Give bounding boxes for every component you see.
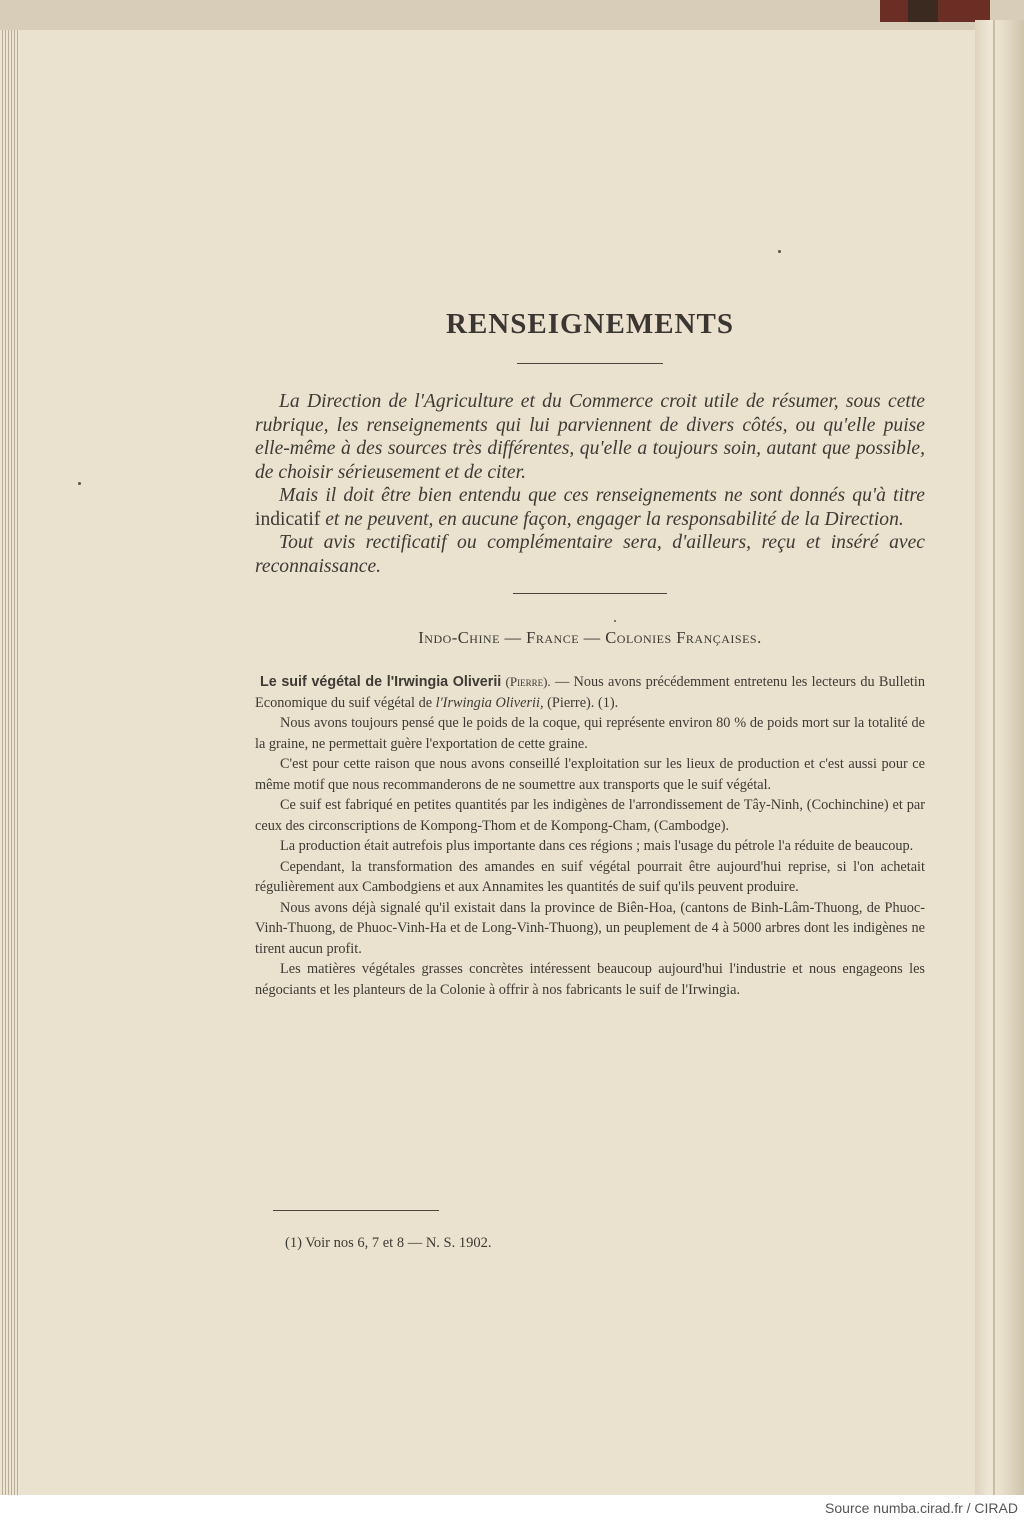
article-paragraph: Nous avons toujours pensé que le poids de la coque, qui représente environ 80 % de poids mort sur la totalité de la graine, ne permettait guère l'exportation de cette graine. bbox=[255, 715, 925, 752]
source-credit: Source numba.cirad.fr / CIRAD bbox=[825, 1500, 1018, 1516]
article-author: (Pierre). bbox=[505, 674, 551, 689]
intro-block bbox=[255, 390, 925, 578]
page-edges-right bbox=[975, 20, 1024, 1495]
title-divider bbox=[517, 363, 663, 364]
article-paragraph: Nous avons déjà signalé qu'il existait dans la province de Biên-Hoa, (cantons de Binh-Lâm-Thuong, de Phuoc-Vinh-Thuong, de Phuoc-Vinh-Ha et de Long-Vinh-Thuong), un peuplement de 4 à 5000 arbres dont les indigènes ne tirent aucun profit. bbox=[255, 899, 925, 957]
page-edges-left bbox=[0, 30, 22, 1495]
intro-paragraph: Tout avis rectificatif ou complémentaire sera, d'ailleurs, reçu et inséré avec reconnaissance. bbox=[255, 532, 925, 577]
article-paragraph: Les matières végétales grasses concrètes intéressent beaucoup aujourd'hui l'industrie et nous engageons les négociants et les planteurs de la Colonie à offrir à nos fabricants le suif de l'Irwingia. bbox=[255, 961, 925, 998]
article-lead-paragraph: Le suif végétal de l'Irwingia Oliverii (Pierre). — Nous avons précédemment entretenu les lecteurs du Bulletin Economique du suif végétal de l'Irwingia Oliverii, (Pierre). (1). bbox=[255, 674, 926, 711]
intro-paragraph: Mais il doit être bien entendu que ces renseignements ne sont donnés qu'à titre indicatif et ne peuvent, en aucune façon, engager la responsabilité de la Direction. bbox=[255, 485, 925, 530]
article-paragraph: La production était autrefois plus importante dans ces régions ; mais l'usage du pétrole l'a réduite de beaucoup. bbox=[280, 838, 914, 854]
paper-speck bbox=[778, 250, 781, 253]
article bbox=[255, 672, 925, 1000]
footnote: (1) Voir nos 6, 7 et 8 — N. S. 1902. bbox=[285, 1235, 492, 1251]
intro-divider bbox=[513, 593, 667, 594]
book-binding bbox=[880, 0, 990, 22]
page-title: RENSEIGNEMENTS bbox=[446, 308, 734, 340]
article-title: Le suif végétal de l'Irwingia Oliverii bbox=[260, 674, 502, 690]
section-heading: Indo-Chine — France — Colonies Françaises. bbox=[418, 628, 762, 647]
paper-speck bbox=[78, 482, 81, 485]
article-paragraph: Cependant, la transformation des amandes en suif végétal pourrait être aujourd'hui reprise, si l'on achetait régulièrement aux Cambodgiens et aux Annamites les quantités de suif qu'ils peuvent produire. bbox=[255, 858, 925, 895]
article-paragraph: Ce suif est fabriqué en petites quantités par les indigènes de l'arrondissement de Tây-Ninh, (Cochinchine) et par ceux des circonscriptions de Kompong-Thom et de Kompong-Cham, (Cambodge). bbox=[255, 797, 925, 834]
species-name: l'Irwingia Oliverii, bbox=[435, 694, 544, 711]
intro-paragraph: La Direction de l'Agriculture et du Commerce croit utile de résumer, sous cette rubrique, les renseignements qui lui parviennent de divers côtés, ou qu'elle puise elle-même à des sources très différentes, qu'elle a toujours soin, autant que possible, de choisir sérieusement et de citer. bbox=[255, 391, 925, 483]
footnote-divider bbox=[273, 1210, 439, 1211]
document-content bbox=[255, 290, 925, 1000]
article-paragraph: C'est pour cette raison que nous avons conseillé l'exploitation sur les lieux de production et c'est aussi pour ce même motif que nous recommanderons de ne soumettre aux transports que le suif végétal. bbox=[255, 756, 925, 793]
